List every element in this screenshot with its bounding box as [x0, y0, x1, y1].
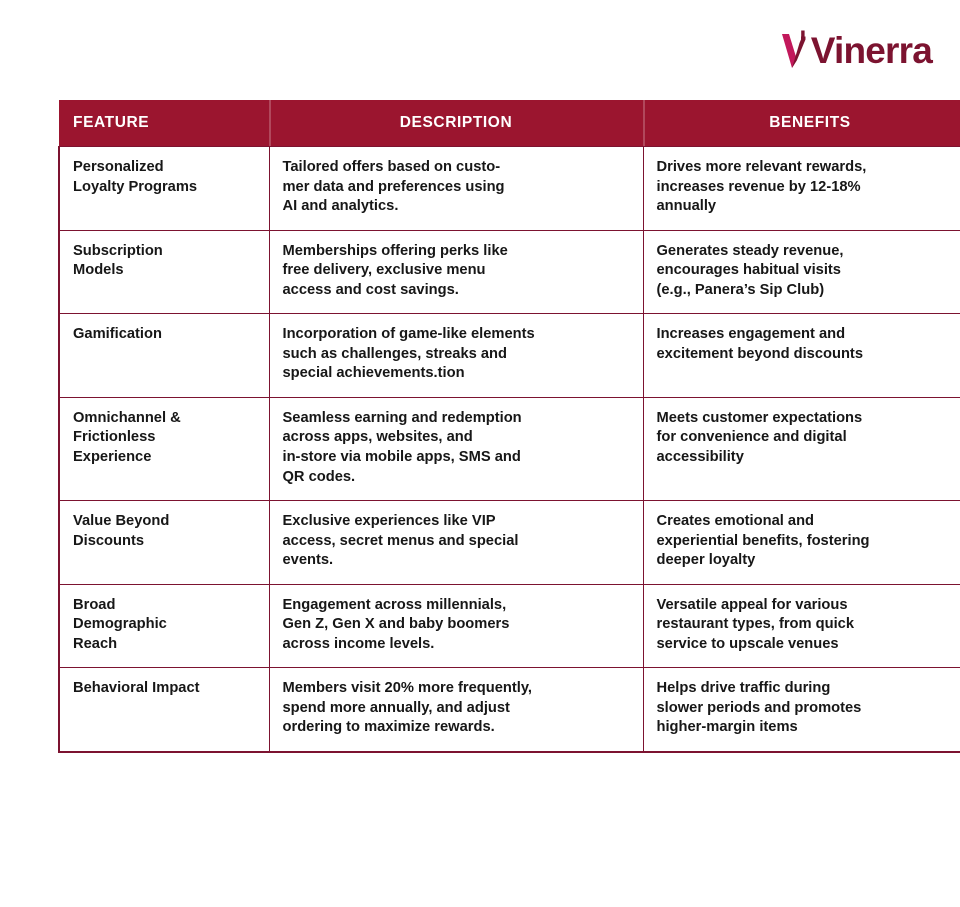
cell-text-line: service to upscale venues [656, 635, 839, 652]
cell-text-line: Engagement across millennials, [282, 596, 507, 613]
cell-benefits [643, 230, 960, 314]
cell-text-line: Exclusive experiences like VIP [282, 513, 496, 530]
cell-feature [59, 397, 269, 500]
table-row [59, 397, 960, 500]
cell-description [269, 230, 643, 314]
cell-text-line: AI and analytics. [282, 198, 399, 215]
cell-text-line: increases revenue by 12-18% [656, 178, 861, 195]
cell-text-line: Models [73, 262, 124, 279]
cell-text-line: for convenience and digital [656, 429, 847, 446]
cell-text-line: (e.g., Panera’s Sip Club) [656, 281, 825, 298]
cell-text-line: across income levels. [282, 635, 435, 652]
cell-text-line: Versatile appeal for various [656, 596, 848, 613]
cell-text-line: experiential benefits, fostering [656, 532, 870, 549]
cell-text-line: QR codes. [282, 468, 356, 485]
cell-text-line: access, secret menus and special [282, 532, 519, 549]
cell-text-line: ordering to maximize rewards. [282, 719, 495, 736]
brand-wordmark: Vinerra [810, 30, 932, 71]
cell-text-line: Tailored offers based on custo- [282, 159, 501, 175]
cell-description [269, 668, 643, 752]
cell-text-line: Increases engagement and [656, 326, 846, 343]
cell-description [269, 147, 643, 231]
cell-text-line: slower periods and promotes [656, 699, 862, 716]
cell-text-line: Frictionless [73, 429, 156, 446]
cell-feature [59, 668, 269, 752]
table-body [59, 147, 960, 753]
cell-text-line: Creates emotional and [656, 513, 815, 530]
cell-feature [59, 230, 269, 314]
cell-text-line: free delivery, exclusive menu [282, 262, 486, 279]
feature-matrix-table [58, 100, 960, 753]
cell-benefits [643, 314, 960, 398]
cell-text-line: across apps, websites, and [282, 429, 473, 446]
cell-text-line: Meets customer expectations [656, 409, 863, 426]
cell-text-line: Demographic [73, 616, 167, 633]
table-row [59, 314, 960, 398]
cell-description [269, 397, 643, 500]
cell-text-line: Loyalty Programs [73, 178, 198, 195]
cell-text-line: access and cost savings. [282, 281, 459, 298]
cell-benefits [643, 501, 960, 585]
cell-text-line: special achievements.tion [282, 365, 465, 382]
cell-description [269, 314, 643, 398]
cell-description [269, 501, 643, 585]
cell-text-line: Generates steady revenue, [656, 242, 844, 259]
cell-benefits [643, 147, 960, 231]
cell-text-line: Value Beyond [73, 513, 170, 530]
cell-feature [59, 314, 269, 398]
cell-text-line: Gamification [73, 326, 162, 343]
cell-feature [59, 584, 269, 668]
cell-text-line: Memberships offering perks like [282, 242, 508, 259]
cell-text-line: Personalized [73, 159, 164, 175]
cell-text-line: in-store via mobile apps, SMS and [282, 449, 521, 466]
column-header-benefits: BENEFITS [643, 100, 960, 147]
cell-text-line: Experience [73, 449, 152, 466]
feature-matrix-table-wrapper [58, 100, 902, 753]
table-row [59, 501, 960, 585]
cell-text-line: mer data and preferences using [282, 178, 505, 195]
cell-text-line: Members visit 20% more frequently, [282, 680, 533, 697]
column-header-description: DESCRIPTION [269, 100, 643, 147]
table-row [59, 230, 960, 314]
wine-bottle-v-icon [780, 30, 814, 72]
cell-text-line: Gen Z, Gen X and baby boomers [282, 616, 510, 633]
cell-text-line: deeper loyalty [656, 552, 756, 569]
cell-text-line: Incorporation of game-like elements [282, 326, 535, 343]
table-head [59, 100, 960, 147]
cell-feature [59, 501, 269, 585]
brand-logo [780, 28, 932, 74]
cell-text-line: Discounts [73, 532, 144, 549]
cell-text-line: Drives more relevant rewards, [656, 159, 867, 175]
cell-text-line: accessibility [656, 449, 744, 466]
cell-feature [59, 147, 269, 231]
cell-benefits [643, 397, 960, 500]
table-row [59, 147, 960, 231]
cell-text-line: events. [282, 552, 334, 569]
table-row [59, 668, 960, 752]
cell-description [269, 584, 643, 668]
column-header-feature: FEATURE [59, 100, 269, 147]
cell-text-line: annually [656, 198, 717, 215]
cell-text-line: Helps drive traffic during [656, 680, 831, 697]
cell-text-line: such as challenges, streaks and [282, 345, 508, 362]
cell-text-line: Seamless earning and redemption [282, 409, 522, 426]
cell-text-line: excitement beyond discounts [656, 345, 863, 362]
cell-text-line: Omnichannel & [73, 409, 181, 426]
cell-text-line: encourages habitual visits [656, 262, 841, 279]
cell-text-line: Broad [73, 596, 116, 613]
cell-text-line: restaurant types, from quick [656, 616, 855, 633]
cell-benefits [643, 584, 960, 668]
cell-text-line: Subscription [73, 242, 163, 259]
cell-benefits [643, 668, 960, 752]
cell-text-line: higher-margin items [656, 719, 798, 736]
cell-text-line: spend more annually, and adjust [282, 699, 510, 716]
cell-text-line: Reach [73, 635, 118, 652]
cell-text-line: Behavioral Impact [73, 680, 200, 697]
table-row [59, 584, 960, 668]
table-header-row [59, 100, 960, 147]
